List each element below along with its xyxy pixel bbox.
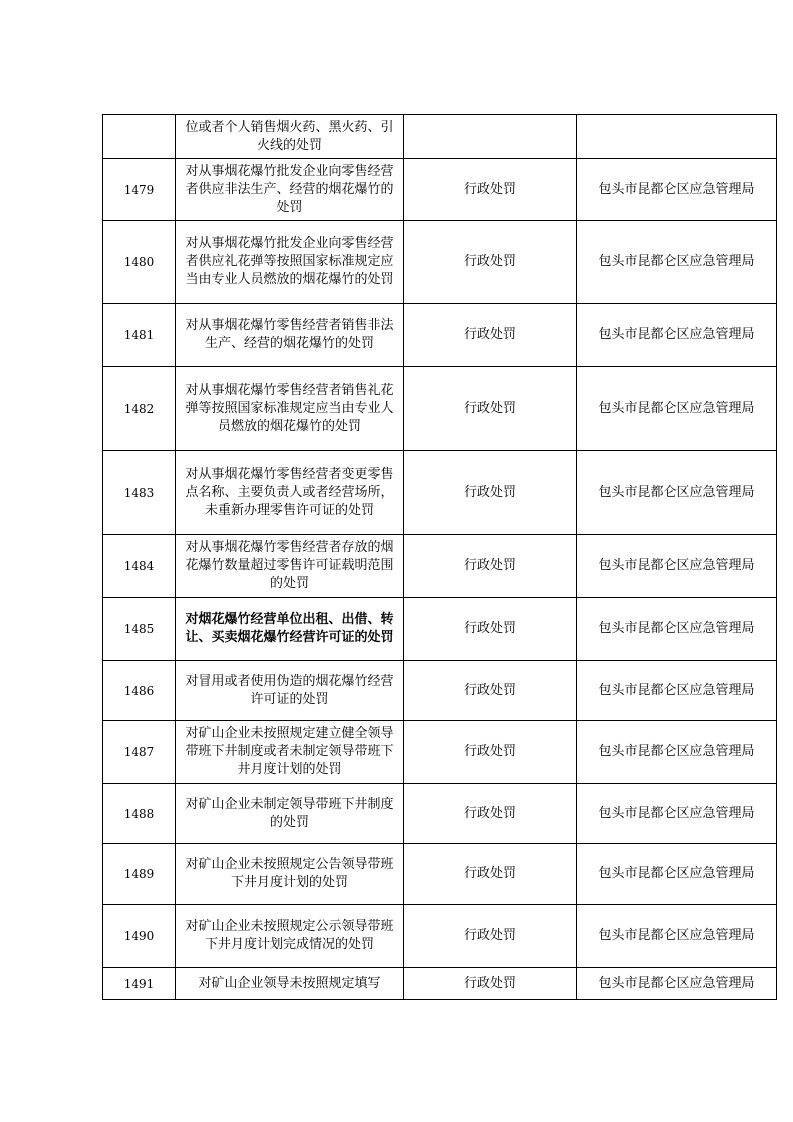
table-row <box>103 159 777 221</box>
item-department <box>577 115 777 159</box>
item-type: 行政处罚 <box>404 968 577 1000</box>
table-row <box>103 304 777 367</box>
item-number: 1486 <box>103 661 176 721</box>
item-number: 1485 <box>103 598 176 661</box>
item-department: 包头市昆都仑区应急管理局 <box>577 304 777 367</box>
item-department: 包头市昆都仑区应急管理局 <box>577 968 777 1000</box>
item-department: 包头市昆都仑区应急管理局 <box>577 784 777 844</box>
item-title: 对矿山企业未按照规定建立健全领导带班下井制度或者未制定领导带班下井月度计划的处罚 <box>176 721 404 784</box>
table-row <box>103 115 777 159</box>
item-title: 对矿山企业领导未按照规定填写 <box>176 968 404 1000</box>
item-number: 1480 <box>103 221 176 304</box>
item-title: 对从事烟花爆竹零售经营者销售礼花弹等按照国家标准规定应当由专业人员燃放的烟花爆竹的处罚 <box>176 367 404 451</box>
table-row <box>103 905 777 968</box>
item-title: 对从事烟花爆竹零售经营者销售非法生产、经营的烟花爆竹的处罚 <box>176 304 404 367</box>
item-title: 对从事烟花爆竹批发企业向零售经营者供应非法生产、经营的烟花爆竹的处罚 <box>176 159 404 221</box>
table-row <box>103 535 777 598</box>
item-type: 行政处罚 <box>404 905 577 968</box>
item-department: 包头市昆都仑区应急管理局 <box>577 905 777 968</box>
item-number: 1484 <box>103 535 176 598</box>
item-type: 行政处罚 <box>404 451 577 535</box>
table-row <box>103 451 777 535</box>
table-row <box>103 661 777 721</box>
item-number: 1483 <box>103 451 176 535</box>
item-department: 包头市昆都仑区应急管理局 <box>577 598 777 661</box>
item-number: 1490 <box>103 905 176 968</box>
item-title: 对矿山企业未按照规定公示领导带班下井月度计划完成情况的处罚 <box>176 905 404 968</box>
item-title: 对烟花爆竹经营单位出租、出借、转让、买卖烟花爆竹经营许可证的处罚 <box>176 598 404 661</box>
item-department: 包头市昆都仑区应急管理局 <box>577 451 777 535</box>
table-row <box>103 784 777 844</box>
table-row <box>103 721 777 784</box>
item-title: 对矿山企业未按照规定公告领导带班下井月度计划的处罚 <box>176 844 404 905</box>
table-row <box>103 844 777 905</box>
item-department: 包头市昆都仑区应急管理局 <box>577 159 777 221</box>
item-title: 位或者个人销售烟火药、黑火药、引火线的处罚 <box>176 115 404 159</box>
item-department: 包头市昆都仑区应急管理局 <box>577 221 777 304</box>
item-type: 行政处罚 <box>404 844 577 905</box>
item-number: 1481 <box>103 304 176 367</box>
item-type: 行政处罚 <box>404 721 577 784</box>
item-department: 包头市昆都仑区应急管理局 <box>577 661 777 721</box>
item-type <box>404 115 577 159</box>
penalty-items-table <box>102 114 777 1000</box>
item-title: 对矿山企业未制定领导带班下井制度的处罚 <box>176 784 404 844</box>
item-type: 行政处罚 <box>404 598 577 661</box>
item-department: 包头市昆都仑区应急管理局 <box>577 535 777 598</box>
item-number: 1491 <box>103 968 176 1000</box>
item-title: 对从事烟花爆竹批发企业向零售经营者供应礼花弹等按照国家标准规定应当由专业人员燃放的烟花爆竹的处罚 <box>176 221 404 304</box>
item-number: 1479 <box>103 159 176 221</box>
item-type: 行政处罚 <box>404 661 577 721</box>
item-number: 1482 <box>103 367 176 451</box>
item-title: 对从事烟花爆竹零售经营者变更零售点名称、主要负责人或者经营场所，未重新办理零售许可证的处罚 <box>176 451 404 535</box>
item-title: 对冒用或者使用伪造的烟花爆竹经营许可证的处罚 <box>176 661 404 721</box>
item-title: 对从事烟花爆竹零售经营者存放的烟花爆竹数量超过零售许可证载明范围的处罚 <box>176 535 404 598</box>
item-number: 1488 <box>103 784 176 844</box>
table-row <box>103 968 777 1000</box>
item-type: 行政处罚 <box>404 304 577 367</box>
item-department: 包头市昆都仑区应急管理局 <box>577 721 777 784</box>
item-type: 行政处罚 <box>404 367 577 451</box>
table-row <box>103 367 777 451</box>
table-body <box>103 115 777 1000</box>
table-row <box>103 598 777 661</box>
item-department: 包头市昆都仑区应急管理局 <box>577 367 777 451</box>
item-type: 行政处罚 <box>404 159 577 221</box>
item-number <box>103 115 176 159</box>
item-number: 1489 <box>103 844 176 905</box>
item-type: 行政处罚 <box>404 535 577 598</box>
item-type: 行政处罚 <box>404 784 577 844</box>
item-type: 行政处罚 <box>404 221 577 304</box>
item-department: 包头市昆都仑区应急管理局 <box>577 844 777 905</box>
item-number: 1487 <box>103 721 176 784</box>
table-row <box>103 221 777 304</box>
